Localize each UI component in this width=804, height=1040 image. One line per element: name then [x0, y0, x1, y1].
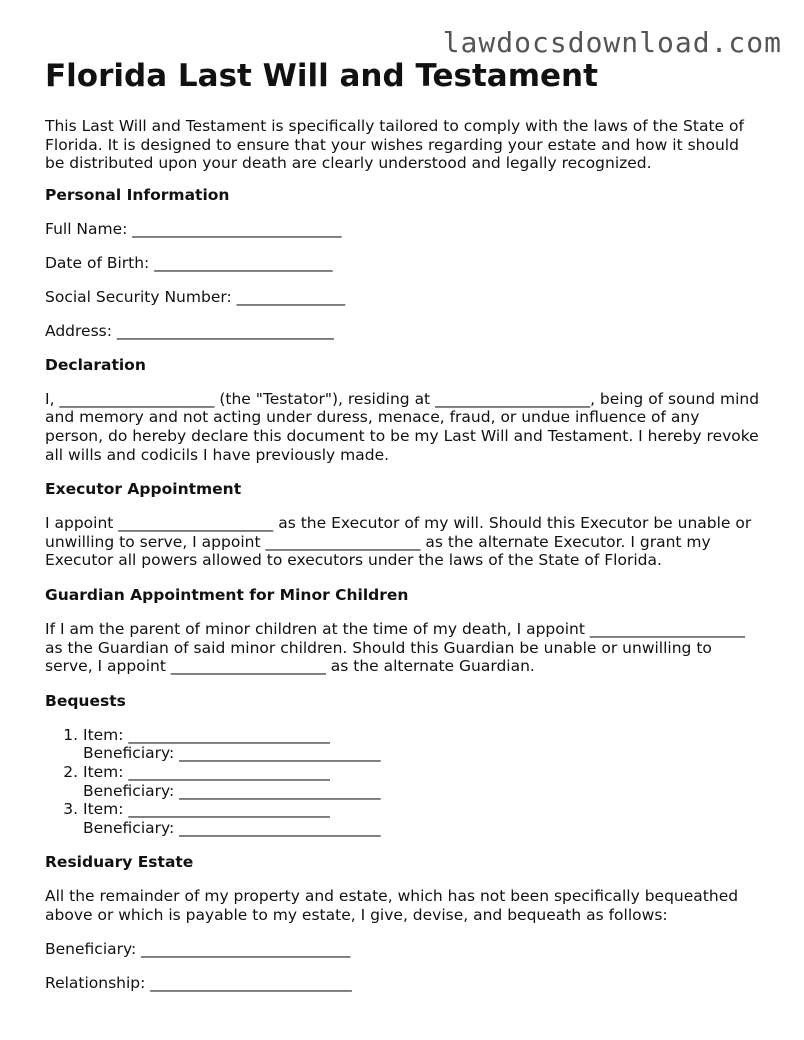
relationship-field[interactable]: Relationship: __________________________ — [45, 974, 352, 993]
intro-paragraph: This Last Will and Testament is specifically tailored to comply with the laws of the State of Florida. It is designed to ensure that your wishes regarding your estate and how it should be distributed upon your death are clearly understood and legally recognized. — [45, 117, 744, 173]
personal-info-heading: Personal Information — [45, 185, 230, 204]
bequest-item-field[interactable]: 3. Item: __________________________ — [83, 800, 330, 819]
bequest-item-field[interactable]: 1. Item: __________________________ — [83, 725, 330, 744]
document-title: Florida Last Will and Testament — [45, 58, 598, 94]
declaration-heading: Declaration — [45, 355, 146, 374]
ssn-field[interactable]: Social Security Number: ______________ — [45, 287, 346, 306]
residuary-heading: Residuary Estate — [45, 853, 194, 872]
residuary-beneficiary-field[interactable]: Beneficiary: ___________________________ — [45, 940, 351, 959]
bequests-list — [45, 726, 760, 838]
document-page — [45, 56, 760, 992]
declaration-text: I, ____________________ (the "Testator"), residing at ____________________, being of sound mind and memory and not acting under duress, menace, fraud, or undue influence of any person, do hereby declare this document to be my Last Will and Testament. I hereby revoke all wills and codicils I have previously made. — [45, 389, 760, 464]
bequest-item-field[interactable]: 2. Item: __________________________ — [83, 762, 330, 781]
date-of-birth-field[interactable]: Date of Birth: _______________________ — [45, 253, 333, 272]
full-name-field[interactable]: Full Name: ___________________________ — [45, 219, 342, 238]
bequest-beneficiary-field[interactable]: Beneficiary: __________________________ — [83, 818, 381, 837]
bequests-heading: Bequests — [45, 691, 126, 710]
residuary-text: All the remainder of my property and estate, which has not been specifically bequeathed above or which is payable to my estate, I give, devise, and bequeath as follows: — [45, 887, 739, 924]
watermark: lawdocsdownload.com — [442, 26, 782, 59]
guardian-heading: Guardian Appointment for Minor Children — [45, 585, 409, 604]
bequest-beneficiary-field[interactable]: Beneficiary: __________________________ — [83, 781, 381, 800]
address-field[interactable]: Address: ____________________________ — [45, 321, 334, 340]
executor-heading: Executor Appointment — [45, 480, 242, 499]
guardian-text: If I am the parent of minor children at the time of my death, I appoint ____________________ as the Guardian of said minor children. Should this Guardian be unable or unwilling to serve, I appoint ____________________ as the alternate Guardian. — [45, 619, 745, 676]
bequest-item — [83, 763, 760, 800]
bequest-beneficiary-field[interactable]: Beneficiary: __________________________ — [83, 744, 381, 763]
bequest-item — [83, 726, 760, 763]
bequest-item — [83, 800, 760, 837]
executor-text: I appoint ____________________ as the Executor of my will. Should this Executor be unable or unwilling to serve, I appoint ____________________ as the alternate Executor. I grant my Executor all powers allowed to executors under the laws of the State of Florida. — [45, 514, 752, 570]
